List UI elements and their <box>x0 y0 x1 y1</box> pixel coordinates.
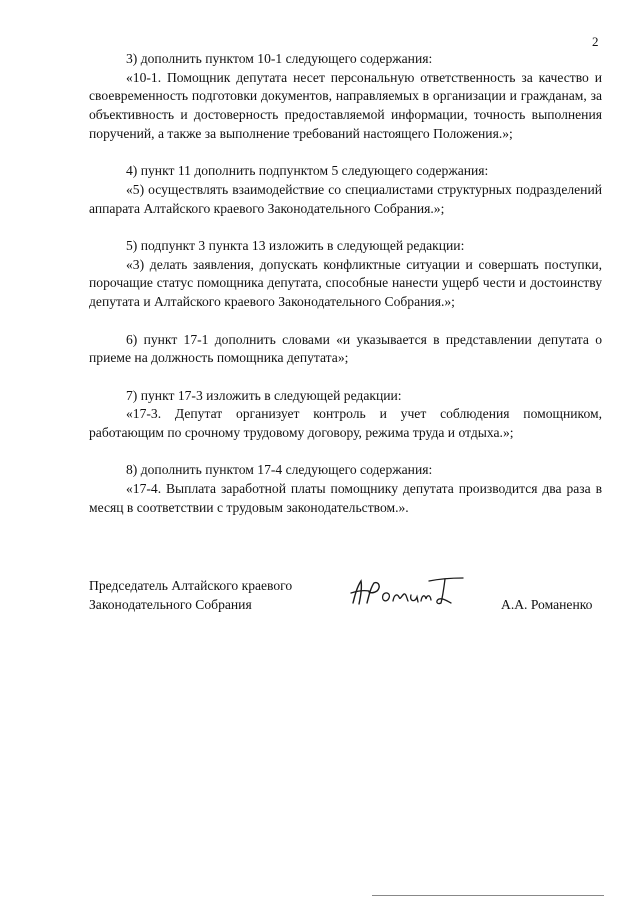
signatory-title <box>89 577 292 614</box>
amendment-4 <box>89 162 602 218</box>
document-body <box>89 50 602 536</box>
amendment-8 <box>89 461 602 517</box>
amendment-5 <box>89 237 602 312</box>
footer-divider <box>372 895 604 896</box>
amendment-8-lead: 8) дополнить пунктом 17-4 следующего содержания: <box>126 462 433 478</box>
page-number: 2 <box>592 34 599 49</box>
handwritten-signature <box>347 573 467 613</box>
signature-block <box>89 577 619 637</box>
amendment-7-lead: 7) пункт 17-3 изложить в следующей редакции: <box>126 387 402 403</box>
amendment-7-text: «17-3. Депутат организует контроль и учет соблюдения помощником, работающим по срочному трудовому договору, режима труда и отдыха.»; <box>89 406 602 440</box>
amendment-3-lead: 3) дополнить пунктом 10-1 следующего содержания: <box>126 51 433 66</box>
amendment-6 <box>89 331 602 368</box>
amendment-4-lead: 4) пункт 11 дополнить подпунктом 5 следующего содержания: <box>126 163 489 179</box>
amendment-7 <box>89 387 602 443</box>
signatory-title-line-2: Законодательного Собрания <box>89 596 252 612</box>
amendment-8-text: «17-4. Выплата заработной платы помощнику депутата производится два раза в месяц в соответствии с трудовым законодательством.». <box>89 481 602 515</box>
amendment-5-text: «3) делать заявления, допускать конфликтные ситуации и совершать поступки, порочащие статус помощника депутата, способные нанести ущерб чести и достоинству депутата и Алтайского краевого Законодательного Собрания.»; <box>89 256 602 310</box>
amendment-4-text: «5) осуществлять взаимодействие со специалистами структурных подразделений аппарата Алтайского краевого Законодательного Собрания.»; <box>89 181 602 216</box>
amendment-3 <box>89 50 602 144</box>
signatory-title-line-1: Председатель Алтайского краевого <box>89 578 293 593</box>
amendment-6-text: 6) пункт 17-1 дополнить словами «и указывается в представлении депутата о приеме на должность помощника депутата»; <box>89 331 602 366</box>
signatory-name: А.А. Романенко <box>501 597 593 612</box>
amendment-5-lead: 5) подпункт 3 пункта 13 изложить в следующей редакции: <box>126 238 465 253</box>
amendment-3-text: «10-1. Помощник депутата несет персональную ответственность за качество и своевременность подготовки документов, направляемых в организации и гражданам, за объективность и достоверность предоставляемой информации, точность выполнения поручений, а также за выполнение требований настоящего Положения.»; <box>89 69 602 141</box>
